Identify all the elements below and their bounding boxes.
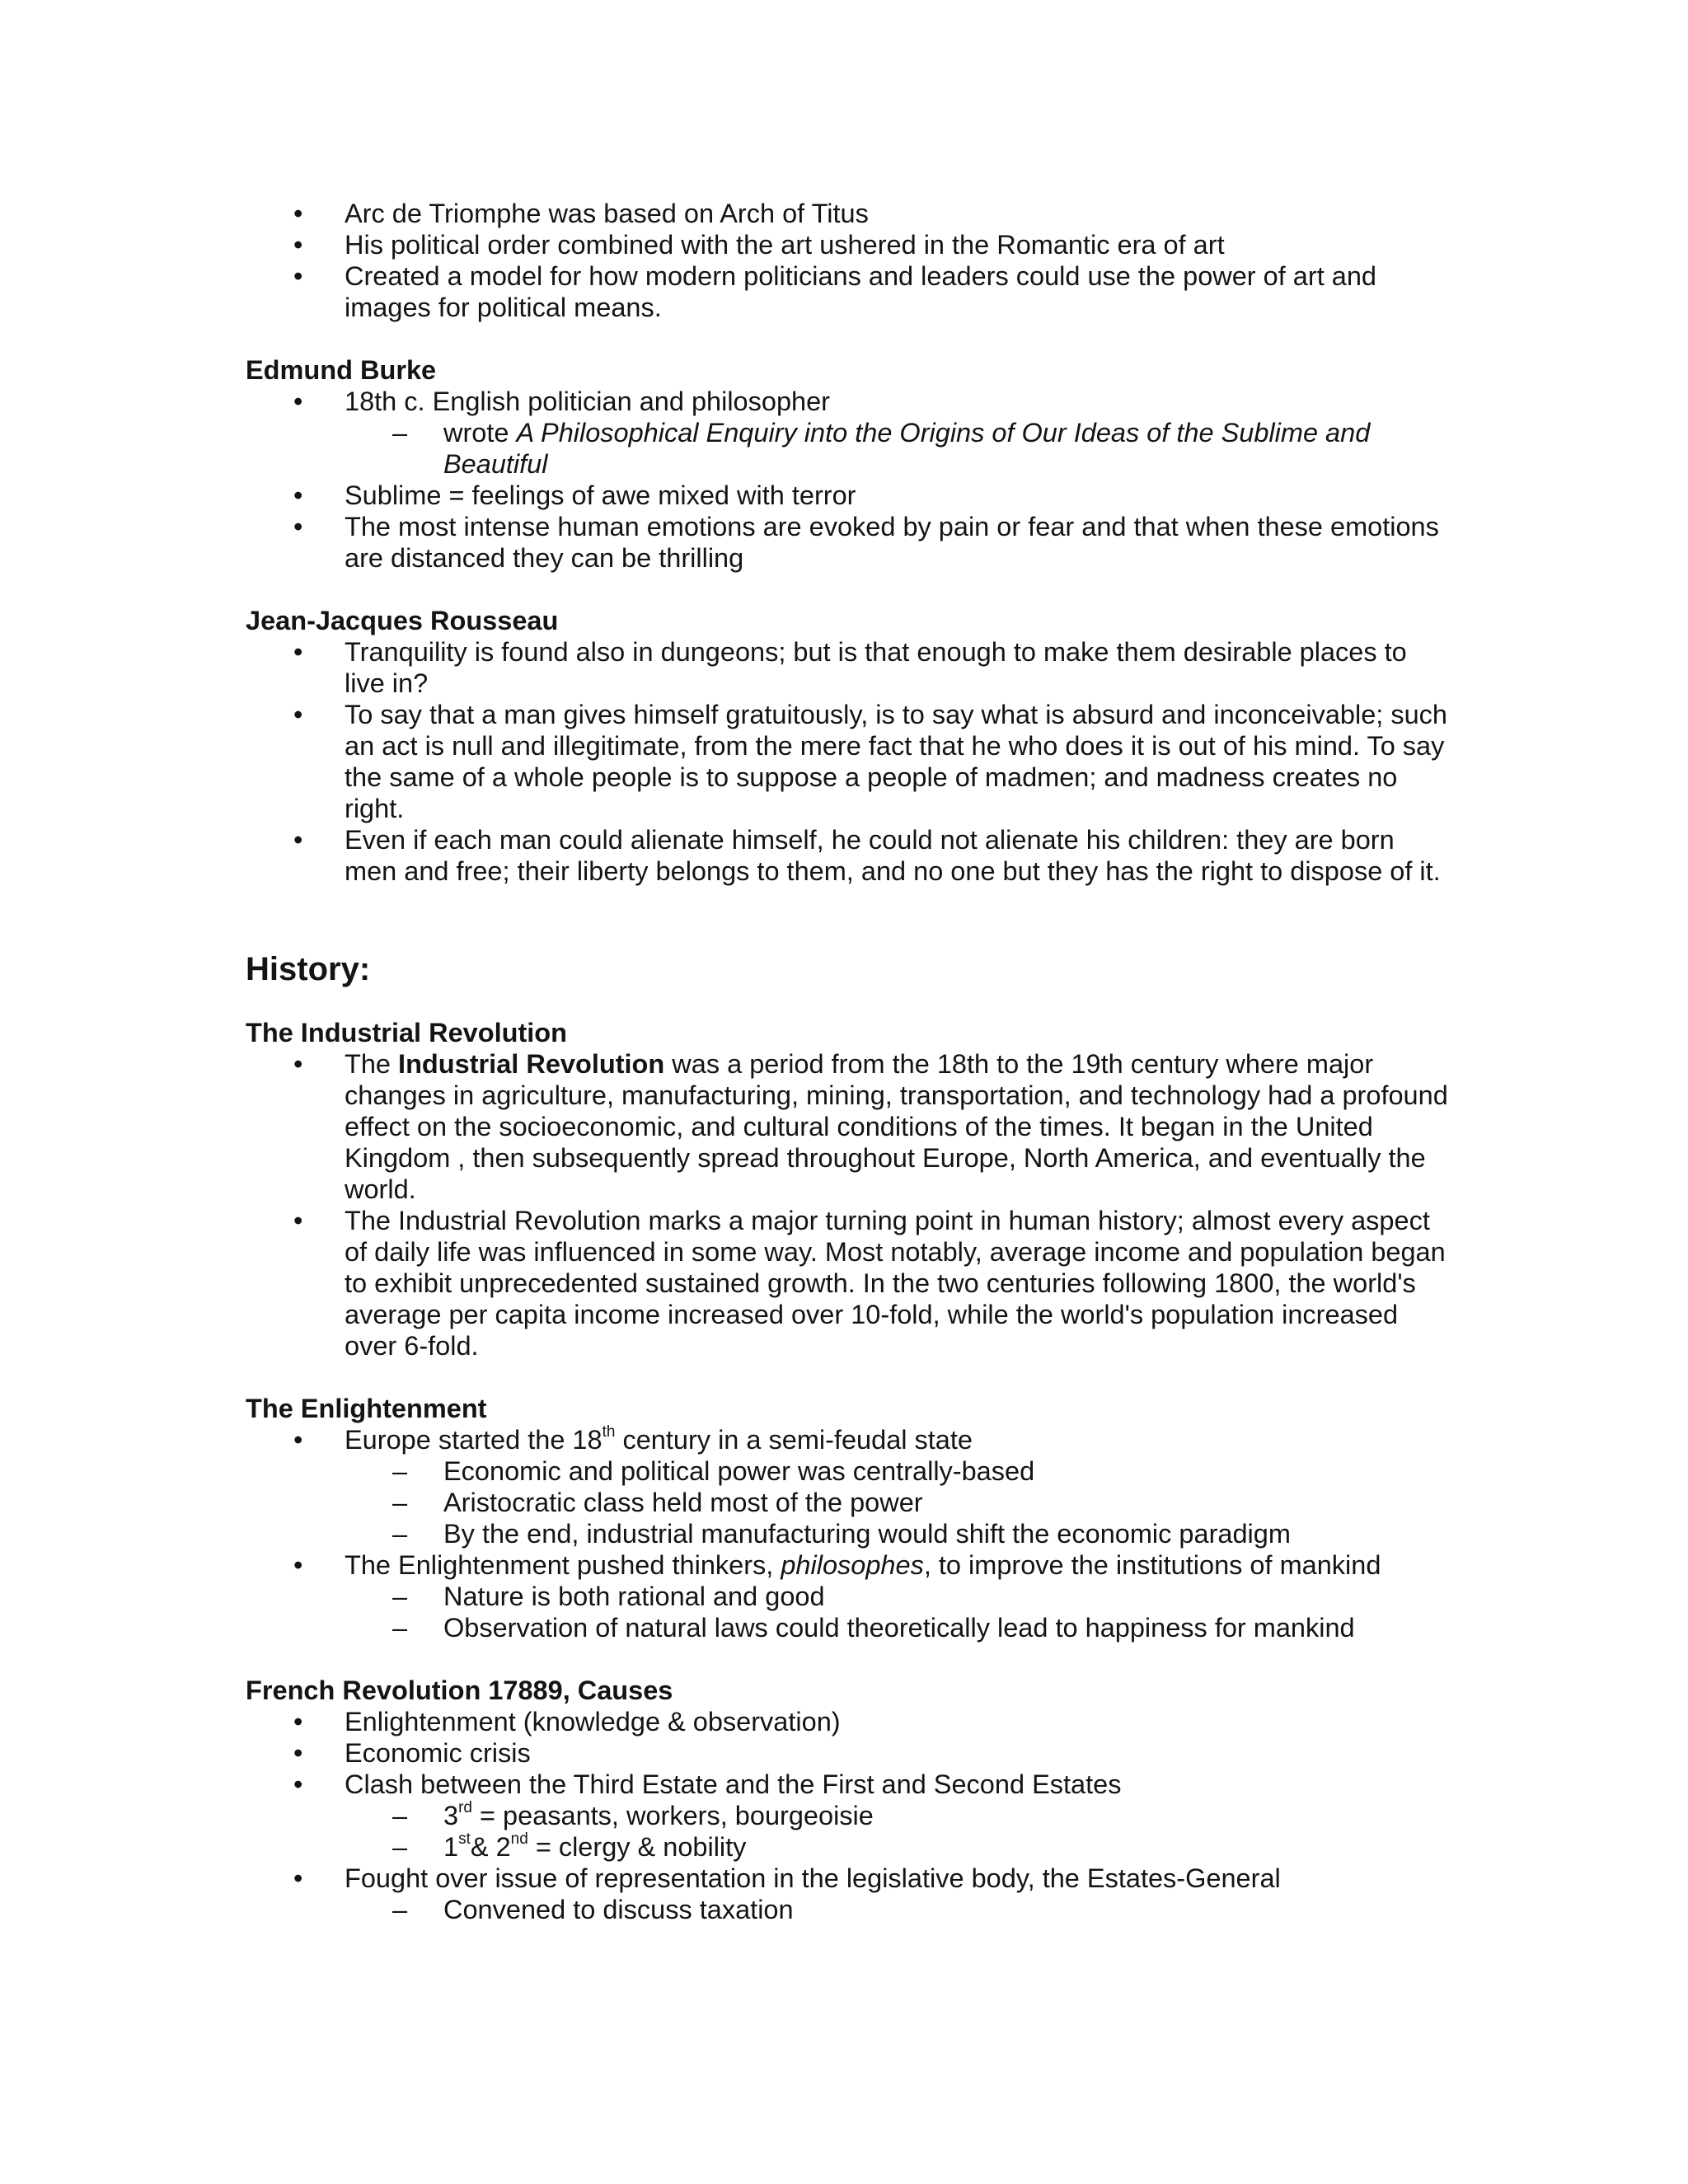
list-item: • 18th c. English politician and philosopher – wrote A Philosophical Enquiry into the Origins of Our Ideas of the Sublime and Beautiful	[246, 386, 1449, 480]
enlightenment-sublist	[345, 1581, 1449, 1643]
dash-icon: –	[392, 1582, 408, 1611]
bullet-icon: •	[293, 1863, 303, 1893]
sublist-item: – Economic and political power was centrally-based	[392, 1456, 1035, 1486]
dash-icon: –	[392, 1519, 408, 1549]
burke-list	[246, 386, 1449, 574]
list-item: • Clash between the Third Estate and the First and Second Estates – 3rd = peasants, workers, bourgeoisie – 1st& 2nd = clergy & nobility	[246, 1769, 1449, 1863]
list-item: • Fought over issue of representation in the legislative body, the Estates-General – Convened to discuss taxation	[246, 1863, 1449, 1925]
rousseau-list	[246, 636, 1449, 887]
bullet-icon: •	[293, 387, 303, 416]
list-item: • Arc de Triomphe was based on Arch of Titus	[293, 199, 869, 228]
sublist-item: – Observation of natural laws could theoretically lead to happiness for mankind	[392, 1613, 1355, 1643]
dash-icon: –	[392, 1895, 408, 1924]
list-item: • The Industrial Revolution was a period from the 18th to the 19th century where major changes in agriculture, manufacturing, mining, transportation, and technology had a profound effect on the socioeconomic, and cultural conditions of the times. It began in the United Kingdom , then subsequently spread throughout Europe, North America, and eventually the world.	[293, 1049, 1448, 1204]
industrial-list	[246, 1048, 1449, 1361]
bullet-icon: •	[293, 512, 303, 541]
sublist-item: – wrote A Philosophical Enquiry into the Origins of Our Ideas of the Sublime and Beautiful	[392, 418, 1371, 479]
enlightenment-list	[246, 1424, 1449, 1643]
list-item: • Enlightenment (knowledge & observation)	[293, 1707, 841, 1736]
bullet-icon: •	[293, 1738, 303, 1768]
bullet-icon: •	[293, 825, 303, 855]
dash-icon: –	[392, 1801, 408, 1830]
bullet-icon: •	[293, 1049, 303, 1079]
estates-sublist	[345, 1800, 1449, 1863]
enlightenment-sublist	[345, 1455, 1449, 1549]
section-heading-french-revolution: French Revolution 17889, Causes	[246, 1675, 673, 1705]
section-heading-burke: Edmund Burke	[246, 355, 437, 385]
list-item: • His political order combined with the art ushered in the Romantic era of art	[293, 230, 1225, 260]
section-heading-industrial: The Industrial Revolution	[246, 1018, 568, 1047]
sublist-item: – Nature is both rational and good	[392, 1582, 825, 1611]
sublist-item: – Convened to discuss taxation	[392, 1895, 794, 1924]
continuation-list	[246, 198, 1449, 323]
list-item: • Europe started the 18th century in a semi-feudal state – Economic and political power was centrally-based – Aristocratic class held most of the power – By the end, industrial manufacturing would shift the economic paradigm	[246, 1424, 1449, 1549]
book-title: A Philosophical Enquiry into the Origins of Our Ideas of the Sublime and Beautiful	[443, 418, 1371, 479]
bullet-icon: •	[293, 637, 303, 667]
bullet-icon: •	[293, 480, 303, 510]
bullet-icon: •	[293, 700, 303, 729]
list-item: • Sublime = feelings of awe mixed with terror	[293, 480, 856, 510]
bullet-icon: •	[293, 1769, 303, 1799]
list-item: • Tranquility is found also in dungeons; but is that enough to make them desirable places to live in?	[293, 637, 1407, 698]
list-item: • To say that a man gives himself gratuitously, is to say what is absurd and inconceivable; such an act is null and illegitimate, from the mere fact that he who does it is out of his mind. To say the same of a whole people is to suppose a people of madmen; and madness creates no right.	[293, 700, 1447, 823]
bold-term: Industrial Revolution	[398, 1049, 665, 1079]
dash-icon: –	[392, 1456, 408, 1486]
list-item: • Created a model for how modern politicians and leaders could use the power of art and images for political means.	[293, 261, 1376, 322]
list-item: • The most intense human emotions are evoked by pain or fear and that when these emotions are distanced they can be thrilling	[293, 512, 1439, 573]
bullet-icon: •	[293, 1550, 303, 1580]
bullet-icon: •	[293, 1206, 303, 1235]
bullet-icon: •	[293, 1707, 303, 1736]
bullet-icon: •	[293, 199, 303, 228]
french-revolution-list	[246, 1706, 1449, 1925]
sublist-item: – 3rd = peasants, workers, bourgeoisie	[392, 1799, 874, 1830]
bullet-icon: •	[293, 230, 303, 260]
dash-icon: –	[392, 418, 408, 448]
bullet-icon: •	[293, 1425, 303, 1455]
burke-sublist	[345, 417, 1449, 480]
section-heading-rousseau: Jean-Jacques Rousseau	[246, 606, 559, 635]
section-heading-enlightenment: The Enlightenment	[246, 1394, 487, 1423]
dash-icon: –	[392, 1613, 408, 1643]
document-content	[246, 198, 1449, 1925]
sublist-item: – 1st& 2nd = clergy & nobility	[392, 1830, 747, 1862]
list-item: • The Enlightenment pushed thinkers, philosophes, to improve the institutions of mankind – Nature is both rational and good – Observation of natural laws could theoretically lead to happiness for mankind	[246, 1549, 1449, 1643]
history-heading: History:	[246, 951, 371, 987]
dash-icon: –	[392, 1488, 408, 1517]
estates-general-sublist	[345, 1894, 1449, 1925]
list-item: • Economic crisis	[293, 1738, 531, 1768]
sublist-item: – Aristocratic class held most of the power	[392, 1488, 923, 1517]
list-item: • The Industrial Revolution marks a major turning point in human history; almost every aspect of daily life was influenced in some way. Most notably, average income and population began to exhibit unprecedented sustained growth. In the two centuries following 1800, the world's average per capita income increased over 10-fold, while the world's population increased over 6-fold.	[293, 1206, 1446, 1361]
sublist-item: – By the end, industrial manufacturing would shift the economic paradigm	[392, 1519, 1291, 1549]
dash-icon: –	[392, 1832, 408, 1862]
list-item: • Even if each man could alienate himself, he could not alienate his children: they are born men and free; their liberty belongs to them, and no one but they has the right to dispose of it.	[293, 825, 1441, 886]
bullet-icon: •	[293, 261, 303, 291]
